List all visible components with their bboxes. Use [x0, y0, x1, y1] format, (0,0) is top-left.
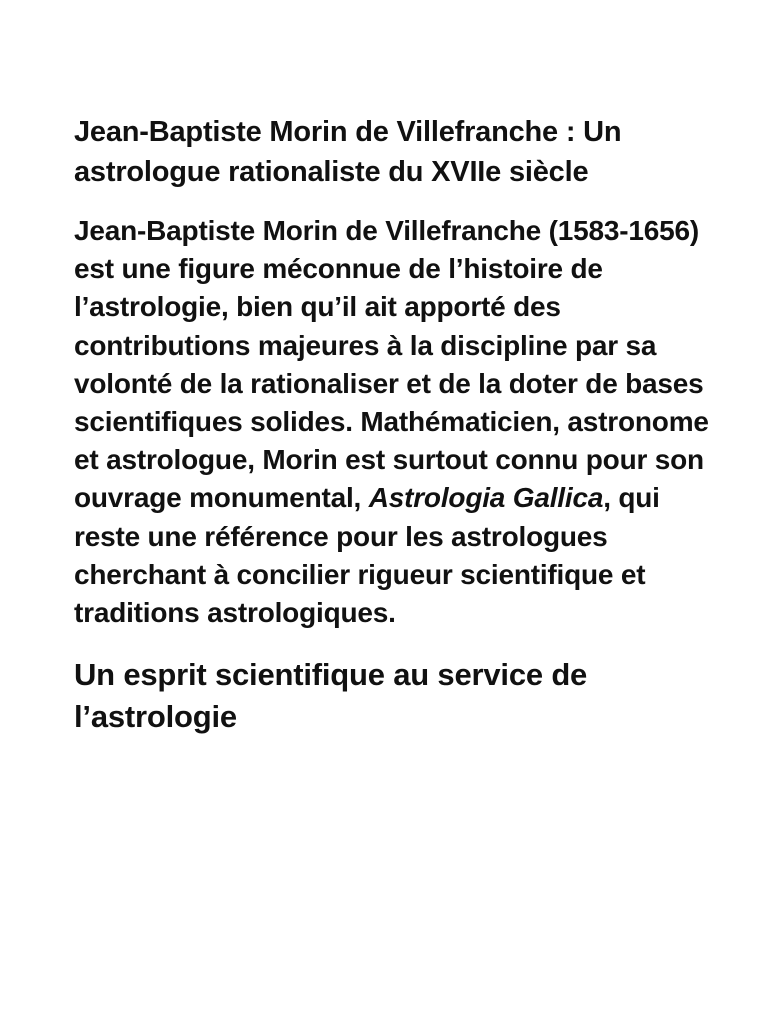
section-heading: Un esprit scientifique au service de l’astrologie [74, 657, 588, 735]
intro-paragraph [74, 212, 714, 632]
intro-text-before-emphasis: Jean-Baptiste Morin de Villefranche (1583-1656) est une figure méconnue de l’histoire de l’astrologie, bien qu’il ait apporté des contributions majeures à la discipline par sa volonté de la rationaliser et de la doter de bases scientifiques solides. Mathématicien, astronome et astrologue, Morin est surtout connu pour son ouvrage monumental, [74, 215, 709, 514]
book-title-emphasis: Astrologia Gallica [368, 482, 604, 514]
article-title: Jean-Baptiste Morin de Villefranche : Un astrologue rationaliste du XVIIe siècle [74, 116, 622, 188]
document-page [74, 112, 714, 738]
intro-text-after-emphasis: , qui reste une référence pour les astrologues cherchant à concilier rigueur scientifique et traditions astrologiques. [74, 482, 660, 629]
